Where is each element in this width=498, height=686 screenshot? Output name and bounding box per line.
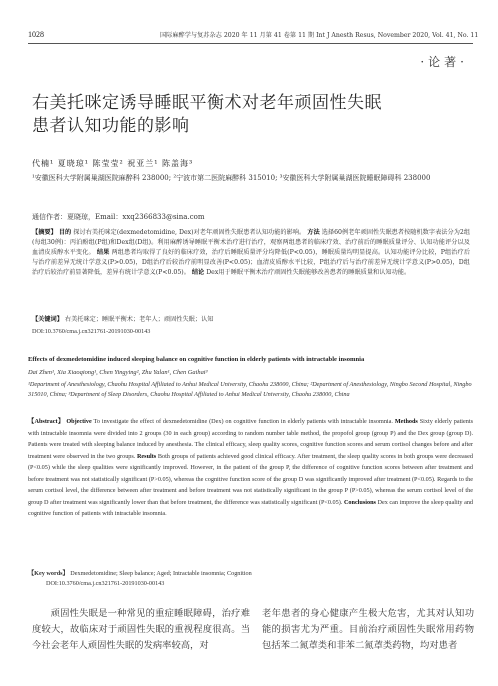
title-cn-line2: 患者认知功能的影响 (32, 116, 190, 136)
section-tag: ·论著· (420, 55, 468, 69)
conclusion-cn: Dex用于睡眠平衡术治疗顽固性失眠能够改善患者的睡眠质量和认知功能。 (206, 269, 411, 276)
keywords-cn (32, 314, 470, 323)
abstract-en-label: 【Abstract】 (28, 418, 65, 425)
abstract-cn-label: 【摘要】 (32, 229, 57, 236)
journal-running-header: 国际麻醉学与复苏杂志 2020 年 11 月第 41 卷第 11 期 Int J Anesth Resus, November 2020, Vol. 41, No. 11 (160, 32, 479, 39)
header-rule (28, 43, 473, 44)
body-text-left-column: 顽固性失眠是一种常见的重症睡眠障碍，治疗难度较大，故临床对于顽固性失眠的重视程度很高。当今社会老年人顽固性失眠的发病率较高，对 (32, 608, 250, 651)
doi-en[interactable]: DOI:10.3760/cma.j.cn321761-20191030-00143 (46, 580, 165, 587)
objective-en-label: Objective (66, 418, 92, 425)
objective-en: To investigate the effect of dexmedetomidine (Dex) on cognitive function in elderly patients with intractable insomnia. (93, 418, 393, 425)
title-cn-line1: 右美托咪定诱导睡眠平衡术对老年顽固性失眠 (32, 93, 382, 113)
correspondence-cn: 通信作者：夏晓琼，Email：xxq2366833@sina.com (32, 213, 205, 221)
results-cn-label: 结果 (96, 249, 110, 256)
keywords-cn-text: 右美托咪定；睡眠平衡术；老年人；顽固性失眠；认知 (64, 316, 214, 323)
article-title-cn (32, 92, 462, 138)
methods-en: Sixty elderly patients with intractable insomnia were divided into 2 groups (30 in each group) according to random number table method, the propofol group (group P) and the Dex group (group D). Patients were treated with sleeping balance induced by anesthesia. The clinical efficacy, sleep quality scores, cognitive function scores and serum cortisol changes before and after treatment were observed in the two groups. (28, 418, 473, 460)
authors-cn: 代楠¹ 夏晓琼¹ 陈莹莹² 祝亚兰¹ 陈盖海³ (32, 159, 194, 168)
abstract-en (28, 416, 473, 520)
keywords-en (28, 568, 473, 577)
affiliations-cn: ¹安徽医科大学附属巢湖医院麻醉科 238000; ²宁波市第二医院麻醉科 315010; ³安徽医科大学附属巢湖医院睡眠障碍科 238000 (32, 174, 431, 182)
results-en: Both groups of patients achieved good clinical efficacy. After treatment, the sleep quality scores in both groups were decreased (P<0.05) while the sleep qualities were significantly improved. However, in the patient of the group P, the difference of cognitive function scores between after treatment and before treatment was not statistically significant (P>0.05), whereas the cognitive function score of the group D was significantly improved after treatment (P<0.05). Regards to the serum cortisol level, the difference between after treatment and before treatment was not statistically significant in the group P (P>0.05), whereas the serum cortisol level of the group D after treatment was significantly lower than that before treatment, the difference was statistically significant (P<0.05). (28, 452, 474, 506)
affiliations-en: ¹Department of Anesthesiology, Chaohu Hospital Affiliated to Anhui Medical University, Chaohu 238000, China; ²Department of Anesthesiology, Ningbo Second Hospital, Ningbo 315010, China; ³Department of Sleep Disorders, Chaohu Hospital Affiliated to Anhui Medical University, Chaohu 238000, China (28, 381, 472, 398)
results-en-label: Results (136, 452, 157, 460)
doi-cn[interactable]: DOI:10.3760/cma.j.cn321761-20191030-00143 (32, 328, 151, 335)
conclusions-en: Dex can improve the sleep quality and cognitive function of patients with intractable insomnia. (28, 498, 474, 517)
authors-en: Dai Zhen¹, Xia Xiaoqiong¹, Chen Yingying², Zhu Yalan¹, Chen Gaihai³ (28, 369, 208, 376)
page-number: 1028 (28, 30, 44, 39)
keywords-en-text: Dexmedetomidine; Sleep balance; Aged; Intractable insomnia; Cognition (70, 570, 252, 577)
keywords-en-label: 【Key words】 (28, 570, 69, 577)
conclusion-cn-label: 结论 (191, 269, 205, 276)
methods-en-label: Methods (394, 418, 418, 425)
results-cn: 两组患者均取得了良好的临床疗效，治疗后睡眠质量评分均降低(P<0.05)，睡眠质量均明显提高。认知功能评分比较，P组治疗后与治疗前差异无统计学意义(P>0.05)，D组治疗后较治疗前明显改善(P<0.05)；血清皮质醇水平比较，P组治疗后与治疗前差异无统计学意义(P>0.05)，D组治疗后较治疗前显著降低，差异有统计学意义(P<0.05)。 (32, 249, 471, 276)
article-title-en: Effects of dexmedetomidine induced sleeping balance on cognitive function in elderly patients with intractable insomnia (28, 356, 365, 363)
objective-cn-label: 目的 (58, 229, 72, 236)
methods-cn-label: 方法 (307, 229, 320, 236)
methods-cn: 选择60例老年顽固性失眠患者按随机数字表法分为2组(每组30例)：丙泊酚组(P组)和Dex组(D组)。利用麻醉诱导睡眠平衡术治疗进行治疗，观察两组患者的临床疗效、治疗前后的睡眠质量评分、认知功能评分以及血清皮质醇水平变化。 (32, 229, 471, 256)
abstract-cn (32, 228, 470, 278)
body-text-right-column: 老年患者的身心健康产生极大危害，尤其对认知功能的损害尤为严重。目前治疗顽固性失眠常用药物包括苯二氮䓬类和非苯二氮䓬类药物，均对患者 (262, 608, 474, 651)
keywords-cn-label: 【关键词】 (32, 316, 63, 323)
conclusions-en-label: Conclusions (343, 498, 376, 506)
objective-cn: 探讨右美托咪定(dexmedetomidine, Dex)对老年顽固性失眠患者认知功能的影响。 (73, 229, 306, 236)
